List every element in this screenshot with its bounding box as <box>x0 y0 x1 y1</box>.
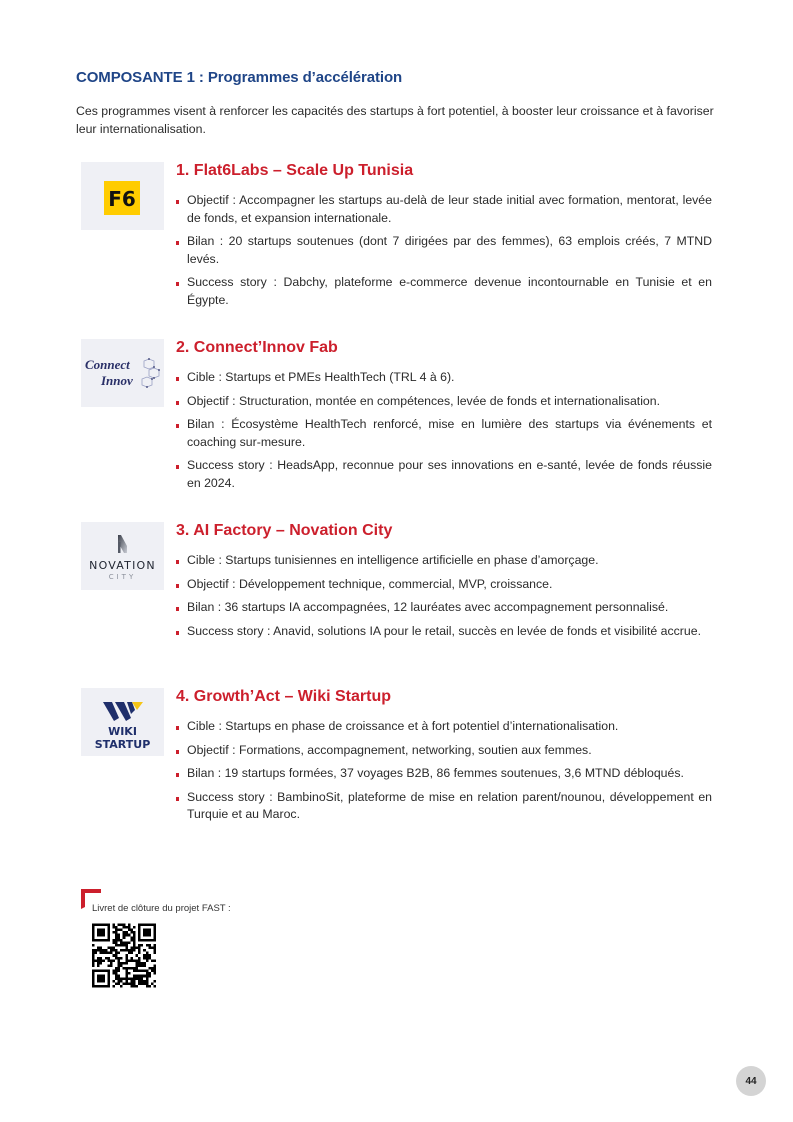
bullet-icon <box>176 560 179 564</box>
bullet-item: Bilan : 20 startups soutenues (dont 7 dirigées par des femmes), 63 emplois créés, 7 MTND levés. <box>176 233 712 268</box>
program-title: 3. AI Factory – Novation City <box>176 522 393 539</box>
bullet-icon <box>176 584 179 588</box>
qr-label: Livret de clôture du projet FAST : <box>92 903 231 914</box>
bullet-item: Objectif : Accompagner les startups au-delà de leur stade initial avec formation, mentorat, levée de fonds, et expansion internationale. <box>176 192 712 227</box>
program-title: 2. Connect’Innov Fab <box>176 339 338 356</box>
svg-text:STARTUP: STARTUP <box>94 738 151 751</box>
bullet-item: Objectif : Structuration, montée en compétences, levée de fonds et internationalisation. <box>176 393 712 411</box>
program-bullets <box>176 718 712 830</box>
bullet-item: Objectif : Formations, accompagnement, networking, soutien aux femmes. <box>176 742 712 760</box>
bullet-icon <box>176 465 179 469</box>
intro-paragraph: Ces programmes visent à renforcer les capacités des startups à fort potentiel, à booster leur croissance et à favoriser leur internationalisation. <box>76 104 714 136</box>
program-logo <box>81 339 164 407</box>
bullet-item: Bilan : 36 startups IA accompagnées, 12 lauréates avec accompagnement personnalisé. <box>176 599 712 617</box>
qr-code-icon[interactable] <box>92 923 156 988</box>
bullet-item: Success story : Dabchy, plateforme e-commerce devenue incontournable en Tunisie et en Égypte. <box>176 274 712 309</box>
bullet-item: Cible : Startups tunisiennes en intelligence artificielle en phase d’amorçage. <box>176 552 712 570</box>
bullet-icon <box>176 773 179 777</box>
program-bullets <box>176 369 712 498</box>
bullet-item: Cible : Startups en phase de croissance et à fort potentiel d’internationalisation. <box>176 718 712 736</box>
program-logo <box>81 162 164 230</box>
novation-city-logo-icon <box>81 522 164 590</box>
svg-text:NOVATION: NOVATION <box>89 559 156 572</box>
page-number: 44 <box>736 1066 766 1096</box>
wiki-startup-logo-icon <box>81 688 164 756</box>
program-bullets <box>176 192 712 315</box>
bullet-icon <box>176 377 179 381</box>
flat6labs-logo-icon <box>81 162 164 230</box>
bullet-icon <box>176 631 179 635</box>
connect-innov-logo-icon <box>81 339 164 407</box>
bullet-item: Objectif : Développement technique, commercial, MVP, croissance. <box>176 576 712 594</box>
bullet-icon <box>176 200 179 204</box>
bullet-icon <box>176 424 179 428</box>
program-title: 4. Growth’Act – Wiki Startup <box>176 688 391 705</box>
bullet-icon <box>176 607 179 611</box>
bullet-icon <box>176 282 179 286</box>
program-logo <box>81 688 164 756</box>
bullet-icon <box>176 241 179 245</box>
bullet-item: Success story : HeadsApp, reconnue pour ses innovations en e-santé, levée de fonds réussie en 2024. <box>176 457 712 492</box>
bullet-icon <box>176 797 179 801</box>
bullet-icon <box>176 750 179 754</box>
bullet-item: Success story : Anavid, solutions IA pour le retail, succès en levée de fonds et visibilité accrue. <box>176 623 712 641</box>
svg-text:CITY: CITY <box>108 573 137 581</box>
program-title: 1. Flat6Labs – Scale Up Tunisia <box>176 162 414 179</box>
svg-text:WIKI: WIKI <box>108 725 137 738</box>
svg-text:F6: F6 <box>108 187 136 211</box>
bullet-item: Cible : Startups et PMEs HealthTech (TRL 4 à 6). <box>176 369 712 387</box>
page-title: COMPOSANTE 1 : Programmes d’accélération <box>76 69 403 86</box>
bullet-item: Bilan : 19 startups formées, 37 voyages B2B, 86 femmes soutenues, 3,6 MTND débloqués. <box>176 765 712 783</box>
bullet-item: Bilan : Écosystème HealthTech renforcé, mise en lumière des startups via événements et coaching sur-mesure. <box>176 416 712 451</box>
program-logo <box>81 522 164 590</box>
program-bullets <box>176 552 712 646</box>
svg-text:Connect: Connect <box>85 357 130 372</box>
bullet-icon <box>176 401 179 405</box>
bullet-icon <box>176 726 179 730</box>
svg-text:Innov: Innov <box>101 373 133 388</box>
bullet-item: Success story : BambinoSit, plateforme de mise en relation parent/nounou, développement en Turquie et au Maroc. <box>176 789 712 824</box>
